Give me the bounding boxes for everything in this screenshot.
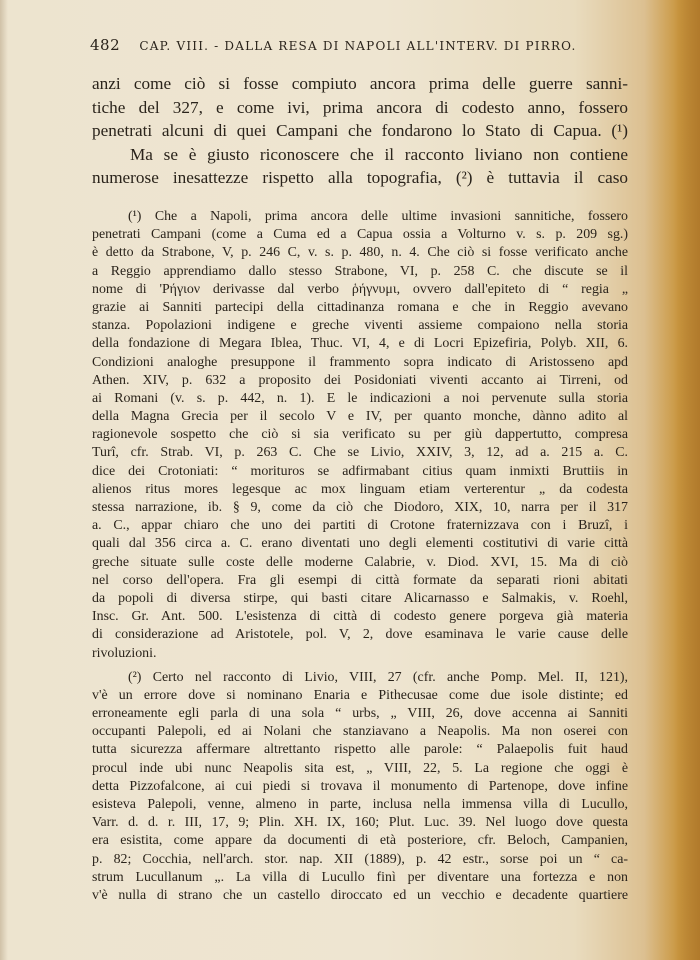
page-number: 482 [90,36,121,54]
main-text-line: penetrati alcuni di quei Campani che fondarono lo Stato di Capua. (¹) [92,121,628,140]
footnote-line: p. 82; Cocchia, nell'arch. stor. nap. XII (1889), p. 42 estr., sorse poi un “ ca- [92,851,628,867]
footnote-line: Insc. Gr. Ant. 500. L'esistenza di città di codesto genere porgeva già materia [92,609,628,625]
book-spine-shadow [674,0,700,960]
footnote-line: quali dal 356 circa a. C. erano diventati uno degli elementi costitutivi di varie città [92,536,628,552]
footnote-line: di considerazione ad Aristotele, pol. V, 2, dove esaminava le varie cause delle [92,627,628,643]
footnote-line: a Reggio apprendiamo dallo stesso Strabone, VI, p. 258 C. che discute se il [92,263,628,279]
footnote-line: ai Romani (v. s. p. 442, n. 1). E le indicazioni a noi pervenute sulla storia [92,390,628,406]
footnote-line: nome di 'Ρήγιον derivasse dal verbo ῥήγνυμι, ovvero dall'epiteto di “ regia „ [92,281,628,297]
footnote-line: è detto da Strabone, V, p. 246 C, v. s. p. 480, n. 4. Che ciò si fosse verificato anche [92,245,628,261]
running-head: CAP. VIII. - DALLA RESA DI NAPOLI ALL'INTERV. DI PIRRO. [139,39,577,53]
footnote-line: ragionevole sospetto che ciò si sia verificato su per giù dappertutto, compresa [92,427,628,443]
main-text [92,72,628,190]
footnote-line: della fondazione di Megara Iblea, Thuc. VI, 4, e di Locri Epizefiria, Polyb. XII, 6. [92,336,628,352]
footnote-line: erroneamente egli parla di una sola “ urbs, „ VIII, 26, dove accenna ai Sanniti [92,706,628,722]
footnote-line: dice dei Crotoniati: “ morituros se adfirmabant citius quam inmixti Bruttiis in [92,463,628,479]
footnote-line: grazie ai Sanniti partecipi della cittadinanza romana e che in Reggio avevano [92,299,628,315]
footnote-1 [92,208,628,663]
main-text-line: numerose inesattezze rispetto alla topografia, (²) è tuttavia il caso [92,168,628,187]
footnote-line: stessa narrazione, ib. § 9, come da ciò che Diodoro, XIX, 10, narra per il 317 [92,500,628,515]
footnote-line: Condizioni analoghe presuppone il frammento sopra indicato di Aristosseno apd [92,354,628,370]
footnote-line: v'è un errore dove si nominano Enaria e Pithecusae come due isole distinte; ed [92,687,628,703]
footnote-line: era esistita, come appare da documenti di età posteriore, cfr. Beloch, Campanien, [92,833,628,849]
footnote-line: tutta sicurezza affermare altrettanto rispetto alle parole: “ Palaepolis fuit haud [92,742,628,758]
footnote-line: procul inde ubi nunc Neapolis sita est, „ VIII, 22, 5. La regione che oggi è [92,760,628,776]
footnote-line: da popoli di diversa stirpe, qui basti citare Alicarnasso e Salmakis, v. Roehl, [92,590,628,606]
footnote-line: Varr. d. d. r. III, 17, 9; Plin. XH. IX, 160; Plut. Luc. 39. Nel luogo dove questa [92,815,628,831]
footnote-line: greche situate sulle coste delle moderne Calabrie, v. Diod. XVI, 15. Ma di ciò [92,554,628,570]
footnote-line: della Magna Grecia per il secolo V e IV, per quanto monche, dànno adito al [92,409,628,425]
main-text-line: anzi come ciò si fosse compiuto ancora prima delle guerre sanni- [92,74,628,93]
footnote-line: detta Pizzofalcone, ai cui piedi si trovava il monumento di Partenope, dove infine [92,778,628,794]
footnotes [92,208,628,905]
main-text-line: tiche del 327, e come ivi, prima ancora di codesto anno, fossero [92,97,628,117]
page-edge-shadow [0,0,8,960]
footnote-line: v'è nulla di strano che un castello diroccato ed un vecchio e decadente quartiere [92,887,628,903]
footnote-line: (²) Certo nel racconto di Livio, VIII, 27 (cfr. anche Pomp. Mel. II, 121), [128,669,628,685]
footnote-line: nel corso dell'opera. Fra gli esempi di città formate da separati rioni abitati [92,572,628,588]
footnote-line: a. C., appar chiaro che uno dei partiti di Crotone fraternizzava con i Bruzî, i [92,518,628,534]
footnote-line: Turî, cfr. Strab. VI, p. 263 C. Che se Livio, XXIV, 3, 12, ad a. 215 a. C. [92,445,628,461]
footnote-line: alienos ritus mores legesque ac mox linguam etiam verterentur „ da codesta [92,481,628,497]
footnote-line: (¹) Che a Napoli, prima ancora delle ultime invasioni sannitiche, fossero [128,209,628,224]
footnote-line: occupanti Palepoli, ed ai Nolani che stanziavano a Neapolis. Ma non oserei con [92,724,628,740]
footnote-line: penetrati Campani (come a Cuma ed a Capua ossia a Volturno v. s. p. 209 sg.) [92,227,628,243]
footnote-2 [92,669,628,905]
main-text-line: Ma se è giusto riconoscere che il racconto liviano non contiene [130,144,628,164]
footnote-line: strum Lucullanum „. La villa di Lucullo finì per diventare una fortezza e non [92,869,628,885]
page-header [90,36,640,58]
footnote-line: esisteva Palepoli, venne, almeno in parte, inclusa nella immensa villa di Lucullo, [92,797,628,812]
footnote-line: rivoluzioni. [92,645,157,661]
footnote-line: Athen. XIV, p. 632 a proposito dei Posidoniati viventi accanto ai Tirreni, od [92,372,628,388]
footnote-line: stanza. Popolazioni indigene e greche viventi assieme compaiono nella storia [92,318,628,334]
